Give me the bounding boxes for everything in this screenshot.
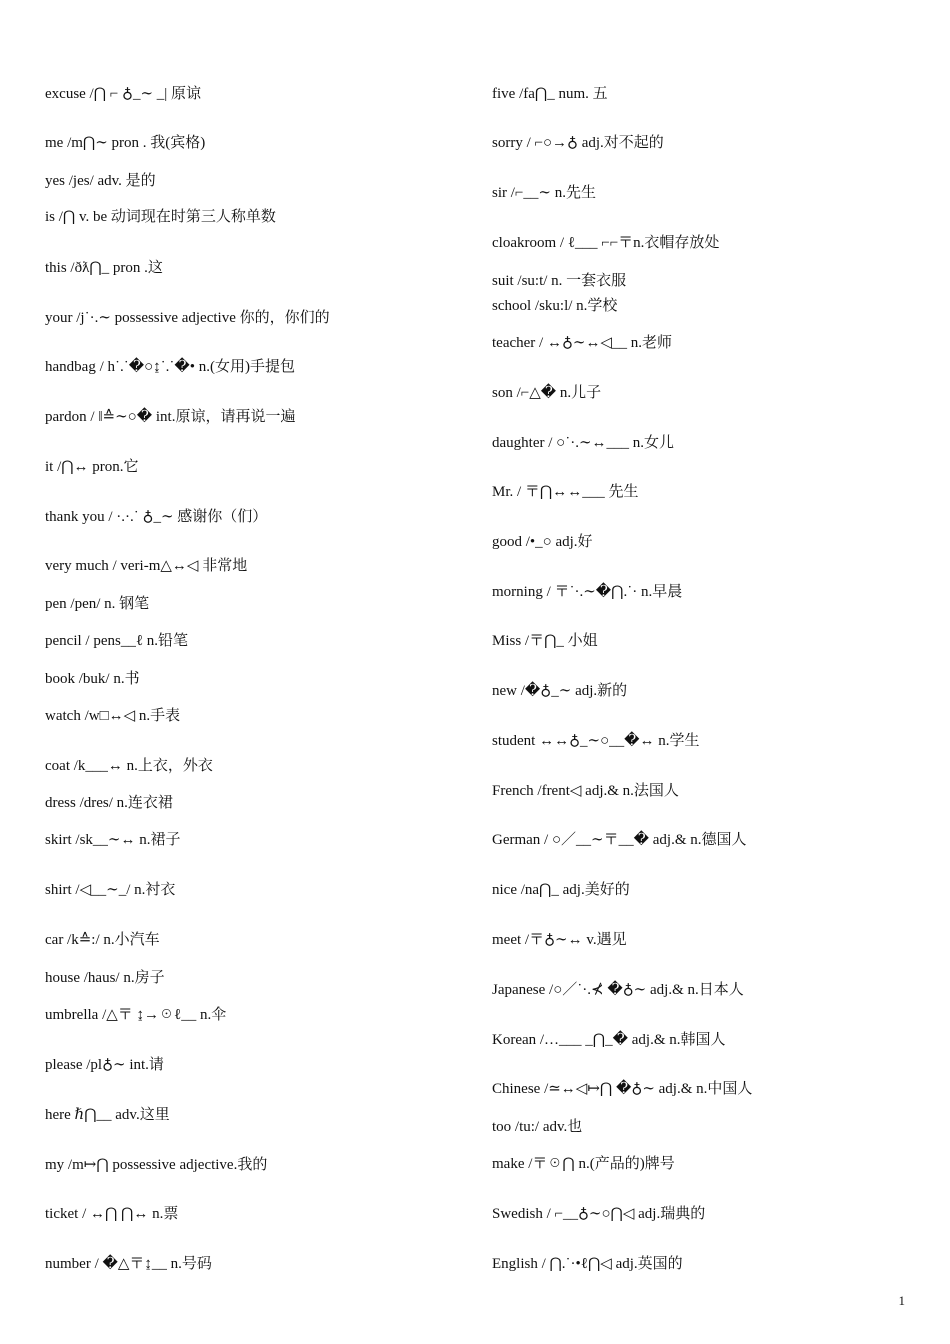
vocabulary-entry	[45, 830, 181, 850]
vocabulary-entry-text: book /buk/ n.书	[45, 671, 140, 687]
vocabulary-entry-text: my /m↦⋂ possessive adjective.我的	[45, 1157, 268, 1173]
vocabulary-entry	[45, 308, 330, 328]
vocabulary-entry-text: skirt /sk__∼↔ n.裙子	[45, 832, 181, 848]
vocabulary-entry-text: me /m⋂∼ pron . 我(宾格)	[45, 135, 206, 151]
vocabulary-entry-text: Korean /…___ _⋂_� adj.& n.韩国人	[492, 1032, 726, 1048]
vocabulary-entry	[45, 930, 160, 950]
vocabulary-entry-text: English / ⋂.˙·•ℓ⋂◁ adj.英国的	[492, 1256, 683, 1272]
vocabulary-entry	[45, 357, 295, 377]
vocabulary-entry	[492, 1204, 705, 1224]
vocabulary-entry	[45, 1204, 178, 1224]
vocabulary-entry-text: number / �△〒↨__ n.号码	[45, 1256, 212, 1272]
vocabulary-entry-text: car /k≙:/ n.小汽车	[45, 932, 160, 948]
vocabulary-entry-text: make /〒☉⋂ n.(产品的)牌号	[492, 1156, 675, 1172]
vocabulary-entry-text: nice /na⋂_ adj.美好的	[492, 882, 630, 898]
vocabulary-entry	[45, 1005, 226, 1025]
vocabulary-entry	[45, 1055, 164, 1075]
vocabulary-entry-text: Miss /〒⋂_ 小姐	[492, 633, 598, 649]
vocabulary-entry-text: thank you / ·.·.˙ ♁_∼ 感谢你（们）	[45, 509, 268, 525]
vocabulary-entry-text: German / ○／__∼〒__� adj.& n.德国人	[492, 832, 747, 848]
vocabulary-entry-text: ticket / ↔⋂ ⋂↔ n.票	[45, 1206, 179, 1222]
vocabulary-entry	[45, 507, 267, 527]
vocabulary-entry-text: yes /jes/ adv. 是的	[45, 173, 156, 189]
vocabulary-entry-text: good /•_○ adj.好	[492, 534, 593, 550]
vocabulary-entry	[45, 1155, 267, 1175]
vocabulary-entry-text: son /⌐△� n.儿子	[492, 385, 602, 401]
vocabulary-entry-text: new /�♁_∼ adj.新的	[492, 683, 628, 699]
vocabulary-entry	[492, 1254, 683, 1274]
vocabulary-entry	[45, 556, 247, 576]
vocabulary-entry-text: umbrella /△〒 ↨→☉ℓ__ n.伞	[45, 1007, 227, 1023]
vocabulary-entry	[492, 183, 596, 203]
vocabulary-entry-text: coat /k___↔ n.上衣，外衣	[45, 758, 213, 774]
vocabulary-entry-text: Japanese /○／˙·.⊀ �♁∼ adj.& n.日本人	[492, 982, 744, 998]
vocabulary-entry	[492, 880, 630, 900]
vocabulary-entry-text: please /pl♁∼ int.请	[45, 1057, 164, 1073]
vocabulary-entry-text: cloakroom / ℓ___ ⌐⌐〒n.衣帽存放处	[492, 235, 720, 251]
vocabulary-entry	[45, 706, 180, 726]
vocabulary-entry-text: pencil / pens__ℓ n.铅笔	[45, 633, 188, 649]
vocabulary-entry	[45, 594, 149, 614]
vocabulary-entry	[492, 233, 719, 253]
page-number: 1	[898, 1293, 905, 1308]
vocabulary-entry-text: school /sku:l/ n.学校	[492, 298, 618, 314]
vocabulary-entry-text: Mr. / 〒⋂↔↔___ 先生	[492, 484, 639, 500]
vocabulary-entry	[45, 258, 163, 278]
vocabulary-entry-text: sir /⌐__∼ n.先生	[492, 185, 596, 201]
vocabulary-entry-text: Swedish / ⌐__♁∼○⋂◁ adj.瑞典的	[492, 1206, 706, 1222]
vocabulary-entry-text: five /fa⋂_ num. 五	[492, 86, 608, 102]
vocabulary-entry-text: here ℏ⋂__ adv.这里	[45, 1107, 170, 1123]
vocabulary-entry-text: morning / 〒˙·.∼�⋂.˙· n.早晨	[492, 584, 683, 600]
vocabulary-entry	[492, 133, 664, 153]
vocabulary-entry-text: watch /w□↔◁ n.手表	[45, 708, 181, 724]
vocabulary-entry	[492, 84, 608, 104]
vocabulary-entry-text: Chinese /≃↔◁↦⋂ �♁∼ adj.& n.中国人	[492, 1081, 753, 1097]
vocabulary-entry-text: student ↔↔♁_∼○__�↔ n.学生	[492, 733, 700, 749]
vocabulary-entry	[492, 333, 672, 353]
vocabulary-entry-text: very much / veri-m△↔◁ 非常地	[45, 558, 248, 574]
vocabulary-entry-text: excuse /⋂ ⌐ ♁_∼ _| 原谅	[45, 86, 202, 102]
vocabulary-entry	[492, 731, 700, 751]
vocabulary-entry	[45, 171, 156, 191]
vocabulary-entry	[492, 296, 617, 316]
vocabulary-entry	[492, 433, 674, 453]
vocabulary-entry-text: teacher / ↔♁∼↔◁__ n.老师	[492, 335, 673, 351]
vocabulary-entry	[492, 482, 638, 502]
vocabulary-entry	[492, 582, 682, 602]
vocabulary-entry	[45, 457, 139, 477]
vocabulary-entry	[45, 631, 188, 651]
vocabulary-entry	[492, 532, 593, 552]
vocabulary-entry	[45, 84, 201, 104]
vocabulary-entry	[45, 1254, 212, 1274]
vocabulary-entry	[45, 1105, 170, 1125]
vocabulary-entry	[492, 681, 627, 701]
vocabulary-entry	[492, 1117, 582, 1137]
vocabulary-entry	[492, 1030, 726, 1050]
vocabulary-entry-text: pardon / ‖≙∼○� int.原谅，请再说一遍	[45, 409, 296, 425]
vocabulary-entry	[45, 793, 173, 813]
vocabulary-entry-text: daughter / ○˙·.∼↔___ n.女儿	[492, 435, 675, 451]
vocabulary-entry-text: handbag / h˙.˙�○↨˙.˙�• n.(女用)手提包	[45, 359, 296, 375]
vocabulary-entry	[492, 980, 744, 1000]
vocabulary-entry-text: it /⋂↔ pron.它	[45, 459, 139, 475]
vocabulary-entry-text: pen /pen/ n. 钢笔	[45, 596, 150, 612]
vocabulary-entry	[45, 407, 295, 427]
vocabulary-entry-text: dress /dres/ n.连衣裙	[45, 795, 173, 811]
vocabulary-entry	[492, 930, 627, 950]
vocabulary-entry-text: is /⋂ v. be 动词现在时第三人称单数	[45, 209, 276, 225]
vocabulary-entry-text: house /haus/ n.房子	[45, 970, 165, 986]
vocabulary-entry-text: sorry / ⌐○→♁ adj.对不起的	[492, 135, 664, 151]
vocabulary-entry-text: too /tu:/ adv.也	[492, 1119, 583, 1135]
vocabulary-entry	[492, 1079, 752, 1099]
vocabulary-entry-text: French /frent◁ adj.& n.法国人	[492, 783, 679, 799]
vocabulary-entry-text: this /ðƛ⋂_ pron .这	[45, 260, 163, 276]
vocabulary-entry	[45, 880, 175, 900]
vocabulary-entry	[492, 631, 598, 651]
vocabulary-entry	[45, 207, 276, 227]
vocabulary-entry	[492, 830, 746, 850]
vocabulary-entry	[45, 756, 213, 776]
vocabulary-entry	[492, 1154, 675, 1174]
vocabulary-entry	[45, 133, 205, 153]
vocabulary-entry-text: shirt /◁__∼_/ n.衬衣	[45, 882, 176, 898]
vocabulary-entry-text: meet /〒♁∼↔ v.遇见	[492, 932, 627, 948]
vocabulary-entry	[45, 968, 165, 988]
vocabulary-entry	[492, 383, 601, 403]
vocabulary-entry-text: your /j˙·.∼ possessive adjective 你的，你们的	[45, 310, 330, 326]
vocabulary-entry-text: suit /su:t/ n. 一套衣服	[492, 273, 627, 289]
vocabulary-entry	[492, 781, 679, 801]
vocabulary-entry	[492, 271, 626, 291]
vocabulary-entry	[45, 669, 140, 689]
